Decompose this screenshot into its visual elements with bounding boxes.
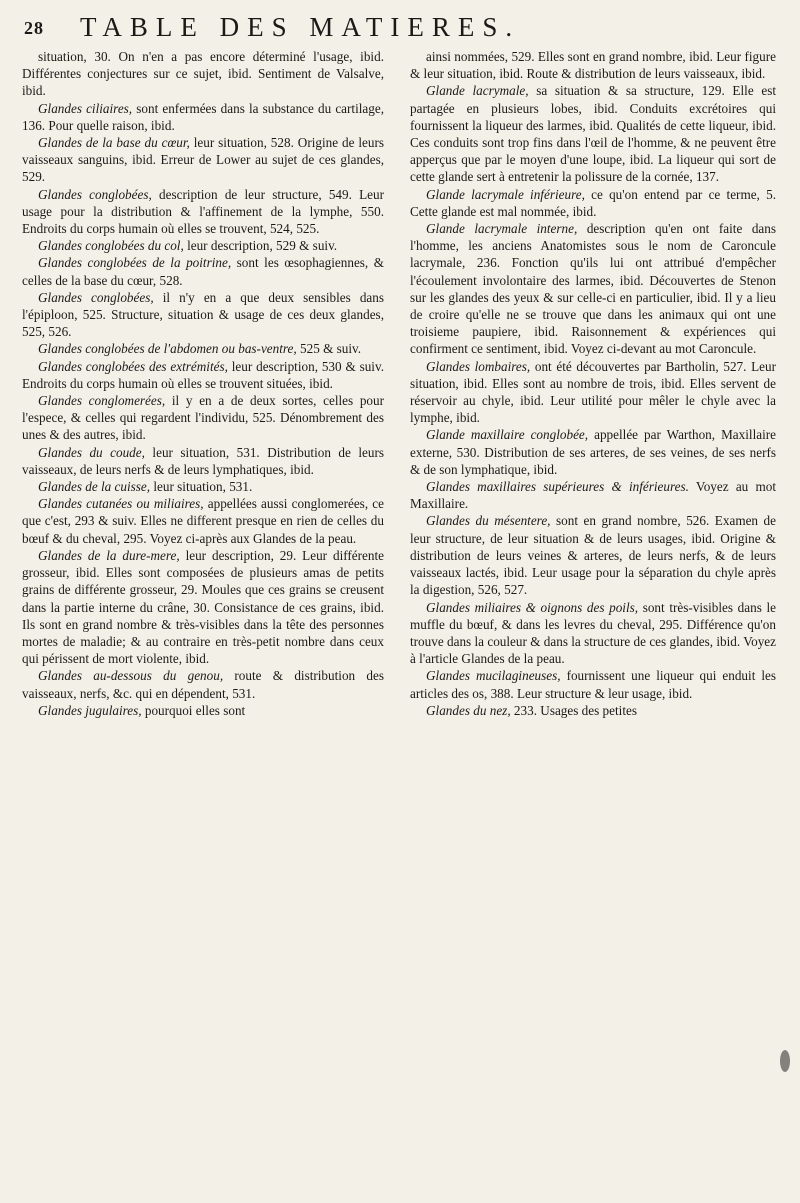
entry-headword: Glandes conglobées, [38, 289, 154, 305]
entry-text: Voyez au mot Maxillaire. [410, 479, 776, 512]
entry-text: sont les œsophagiennes, & celles de la base du cœur, 528. [22, 255, 385, 288]
entry-headword: Glandes du nez, [426, 702, 511, 718]
index-entry [22, 547, 384, 667]
index-entry [22, 667, 384, 701]
entry-text: ont été découvertes par Bartholin, 527. Leur situation, ibid. Elles sont au nombre de trois, ibid. Elles servent de réservoir au chyle, ibid. Leur utilité pour mêler le chyle avec la lymphe, ibid. [410, 358, 776, 426]
index-entry [410, 599, 776, 668]
entry-headword: Glandes maxillaires supérieures & inférieures. [426, 479, 689, 495]
entry-headword: Glandes jugulaires, [38, 702, 142, 718]
index-entry [22, 478, 384, 495]
index-entry [410, 358, 776, 427]
entry-headword: Glandes mucilagineuses, [426, 668, 561, 684]
entry-headword: Glandes conglobées du col, [38, 238, 184, 254]
entry-headword: Glandes cutanées ou miliaires, [38, 496, 204, 512]
index-entry [410, 478, 776, 512]
ink-stain-mark [780, 1050, 790, 1072]
right-column [410, 48, 776, 719]
page-title: TABLE DES MATIERES. [80, 12, 521, 42]
entry-text: ainsi nommées, 529. Elles sont en grand nombre, ibid. Leur figure & leur situation, ibid. Route & distribution de leurs vaisseaux, ibid. [410, 49, 776, 82]
index-entry [22, 495, 384, 547]
entry-headword: Glandes ciliaires, [38, 100, 133, 116]
entry-text: leur situation, 531. [153, 479, 253, 495]
index-entry [22, 340, 384, 357]
entry-headword: Glande lacrymale inférieure, [426, 186, 585, 202]
left-column [22, 48, 384, 719]
index-entry [22, 134, 384, 186]
entry-text: appellées aussi conglomerées, ce que c'est, 293 & suiv. Elles ne different presque en rien de celles du bœuf & du cheval, 295. Voyez ci-après aux Glandes de la peau. [22, 496, 385, 546]
index-entry [410, 186, 776, 220]
entry-headword: Glande maxillaire conglobée, [426, 427, 589, 443]
running-header [24, 12, 776, 46]
entry-text: route & distribution des vaisseaux, nerfs, &c. qui en dépendent, 531. [22, 668, 384, 701]
entry-headword: Glandes conglobées, [38, 186, 152, 202]
index-entry [22, 702, 384, 719]
entry-text: leur situation, 528. Origine de leurs vaisseaux sanguins, ibid. Erreur de Lower au sujet de ces glandes, 529. [22, 135, 385, 185]
entry-headword: Glandes de la cuisse, [38, 479, 151, 495]
page-number: 28 [24, 18, 44, 38]
entry-text: 233. Usages des petites [513, 702, 637, 718]
index-entry [22, 392, 384, 444]
entry-text: pourquoi elles sont [144, 702, 246, 718]
entry-text: leur situation, 531. Distribution de leurs vaisseaux, de leurs nerfs & de leurs lymphatiques, ibid. [22, 444, 385, 477]
entry-headword: Glandes de la dure-mere, [38, 547, 180, 563]
entry-headword: Glandes conglobées de l'abdomen ou bas-ventre, [38, 341, 297, 357]
index-entry [22, 289, 384, 341]
index-entry [22, 100, 384, 134]
entry-text: sont très-visibles dans le muffle du bœuf, & dans les levres du cheval, 295. Différence qu'on trouve dans la couleur & dans la structure de ces glandes, ibid. Voyez à l'article Glandes de la peau. [410, 599, 777, 667]
index-entry [410, 82, 776, 185]
entry-text: il n'y en a que deux sensibles dans l'épiploon, 525. Structure, situation & usage de ces deux glandes, 525, 526. [22, 289, 385, 340]
entry-text: sont enfermées dans la substance du cartilage, 136. Pour quelle raison, ibid. [22, 100, 385, 133]
entry-headword: Glandes conglobées de la poitrine, [38, 255, 232, 271]
index-entry [410, 48, 776, 82]
entry-headword: Glandes du coude, [38, 444, 145, 460]
entry-headword: Glandes conglobées des extrémités, [38, 358, 228, 374]
entry-text: situation, 30. On n'en a pas encore déterminé l'usage, ibid. Différentes conjectures sur ce sujet, ibid. Sentiment de Valsalve, ibid. [22, 49, 384, 99]
entry-text: sont en grand nombre, 526. Examen de leur structure, de leur situation & de leurs usages, ibid. Origine & distribution de leurs veines & arteres, de leurs nerfs, & de leurs vaisseaux lactés, ibid. Leur usage pour la séparation du chyle après la digestion, 526, 527. [410, 513, 776, 598]
index-entry [22, 444, 384, 478]
index-entry [410, 220, 776, 358]
entry-text: il y en a de deux sortes, celles pour l'espece, & celles qui regardent l'individu, 525. Dénombrement des unes & des autres, ibid. [22, 393, 384, 443]
entry-headword: Glandes lombaires, [426, 358, 531, 374]
entry-text: 525 & suiv. [300, 341, 362, 357]
entry-headword: Glandes au-dessous du genou, [38, 668, 224, 684]
entry-text: leur description, 530 & suiv. Endroits du corps humain où elles se trouvent situées, ibid. [22, 358, 384, 391]
index-entry [410, 512, 776, 598]
index-entry [410, 426, 776, 478]
entry-headword: Glandes miliaires & oignons des poils, [426, 599, 639, 615]
entry-text: description de leur structure, 549. Leur usage pour la distribution & l'affinement de la lymphe, 550. Endroits du corps humain où elles se trouvent, 524, 525. [22, 186, 385, 237]
entry-text: leur description, 29. Leur différente grosseur, ibid. Elles sont composées de plusieurs amas de petits grains de différente grosseur, 29. Moules que ces grains se creusent dans la partie interne du crâne, 30. Consistance de ces grains, ibid. Ils sont en grand nombre & très-visibles dans la tête des personnes mortes de maladie; & au contraire en très-petit nombre dans ceux qui périssent de mort violente, ibid. [22, 547, 384, 667]
entry-text: leur description, 529 & suiv. [187, 238, 338, 254]
index-entry [410, 667, 776, 701]
index-entry [22, 358, 384, 392]
entry-text: sa situation & sa structure, 129. Elle est partagée en plusieurs lobes, ibid. Conduits excrétoires qui fournissent la liqueur des larmes, ibid. Qualités de cette liqueur, ibid. Ces conduits sont trop fins dans l'œil de l'homme, & ne peuvent être apperçus que par le moyen d'une loupe, ibid. La liqueur qui sort de cette glande sert à entretenir la polissure de la cornée, 137. [410, 83, 776, 185]
entry-headword: Glandes conglomerées, [38, 393, 166, 409]
entry-headword: Glandes du mésentere, [426, 513, 551, 529]
index-entry [410, 702, 776, 719]
index-entry [22, 237, 384, 254]
entry-headword: Glande lacrymale interne, [426, 221, 578, 237]
entry-text: ce qu'on entend par ce terme, 5. Cette glande est mal nommée, ibid. [410, 186, 776, 219]
entry-text: appellée par Warthon, Maxillaire externe, 530. Distribution de ses arteres, de ses veines, de ses nerfs & de son lymphatique, ibid. [410, 427, 777, 477]
index-entry [22, 254, 384, 288]
index-entry [22, 48, 384, 100]
index-entry [22, 186, 384, 238]
entry-headword: Glandes de la base du cœur, [38, 135, 190, 151]
entry-headword: Glande lacrymale, [426, 83, 529, 99]
entry-text: fournissent une liqueur qui enduit les articles des os, 388. Leur structure & leur usage, ibid. [410, 668, 777, 701]
entry-text: description qu'en ont faite dans l'homme, les anciens Anatomistes sous le nom de Caroncule lacrymale, 236. Fonction qu'ils lui ont attribué d'empêcher l'écoulement involontaire des larmes, ibid. Découvertes de Stenon sur les glandes des yeux & sur celle-ci en particulier, ibid. Il y a lieu de croire qu'elle ne se trouve que dans les animaux qui ont une troisieme paupiere, ibid. Raisonnement & expériences qui confirment ce sentiment, ibid. Voyez ci-devant au mot Caroncule. [410, 221, 776, 357]
